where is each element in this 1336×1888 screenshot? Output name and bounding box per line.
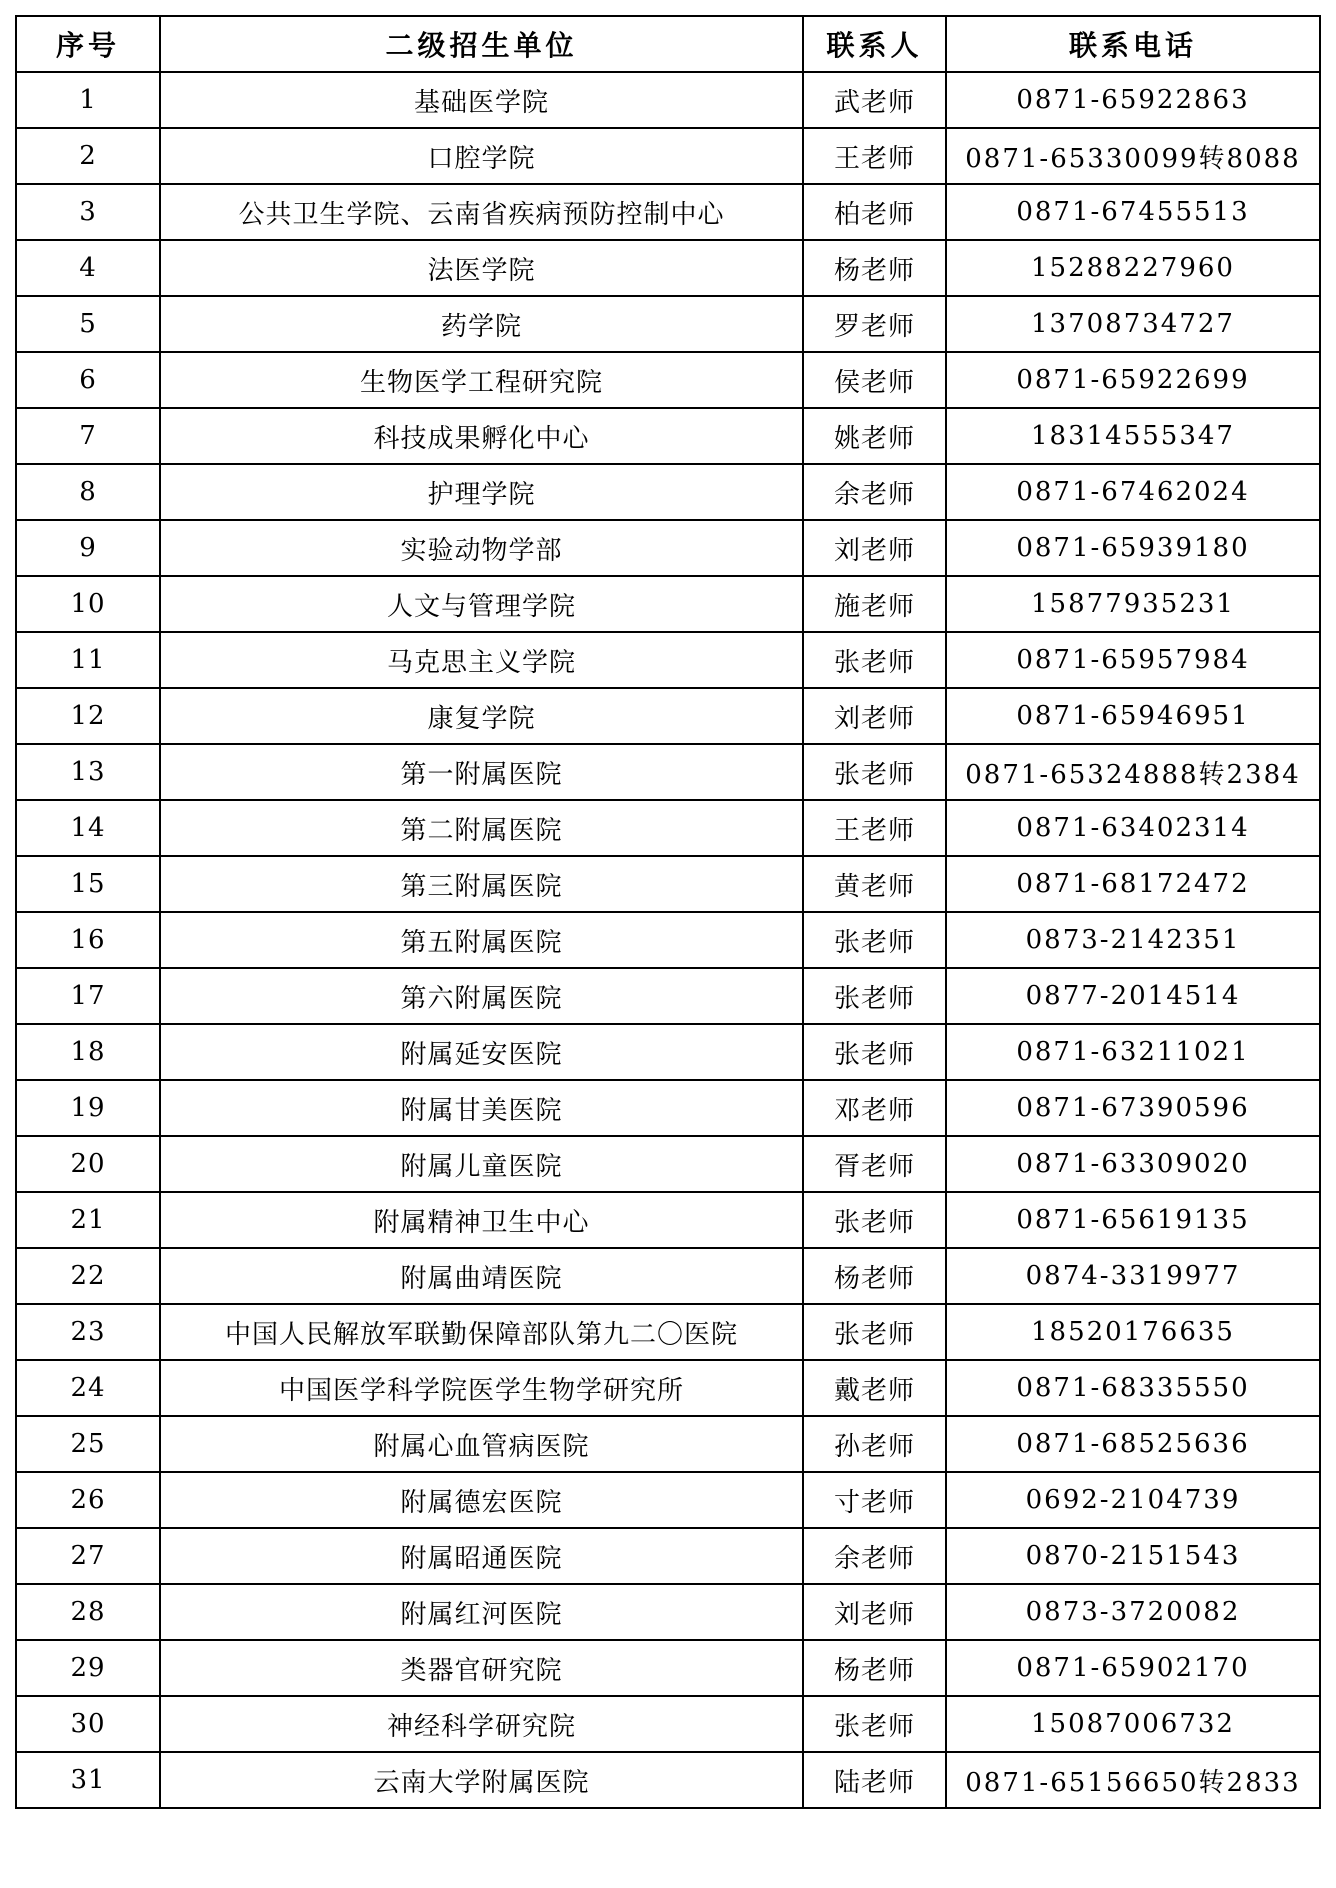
- cell-phone: 0871-68172472: [946, 856, 1320, 912]
- cell-serial-number: 20: [16, 1136, 160, 1192]
- cell-contact-person: 张老师: [803, 1696, 946, 1752]
- cell-contact-person: 戴老师: [803, 1360, 946, 1416]
- table-row: [16, 576, 1320, 632]
- cell-unit: 第二附属医院: [160, 800, 803, 856]
- cell-unit: 第六附属医院: [160, 968, 803, 1024]
- cell-contact-person: 刘老师: [803, 688, 946, 744]
- cell-phone: 0871-63211021: [946, 1024, 1320, 1080]
- cell-serial-number: 24: [16, 1360, 160, 1416]
- cell-unit: 药学院: [160, 296, 803, 352]
- table-header: [16, 16, 1320, 72]
- cell-contact-person: 余老师: [803, 464, 946, 520]
- cell-phone: 0871-65619135: [946, 1192, 1320, 1248]
- table-row: [16, 800, 1320, 856]
- cell-contact-person: 张老师: [803, 1024, 946, 1080]
- cell-phone: 0873-2142351: [946, 912, 1320, 968]
- cell-serial-number: 10: [16, 576, 160, 632]
- cell-unit: 中国医学科学院医学生物学研究所: [160, 1360, 803, 1416]
- cell-phone: 0692-2104739: [946, 1472, 1320, 1528]
- cell-contact-person: 柏老师: [803, 184, 946, 240]
- table-row: [16, 688, 1320, 744]
- cell-phone: 0873-3720082: [946, 1584, 1320, 1640]
- cell-serial-number: 3: [16, 184, 160, 240]
- cell-unit: 附属红河医院: [160, 1584, 803, 1640]
- table-row: [16, 72, 1320, 128]
- cell-serial-number: 16: [16, 912, 160, 968]
- cell-contact-person: 胥老师: [803, 1136, 946, 1192]
- cell-contact-person: 罗老师: [803, 296, 946, 352]
- cell-serial-number: 12: [16, 688, 160, 744]
- table-row: [16, 1416, 1320, 1472]
- cell-phone: 13708734727: [946, 296, 1320, 352]
- header-phone: 联系电话: [946, 16, 1320, 72]
- table-row: [16, 184, 1320, 240]
- table-row: [16, 1024, 1320, 1080]
- cell-contact-person: 姚老师: [803, 408, 946, 464]
- cell-serial-number: 31: [16, 1752, 160, 1808]
- cell-phone: 0871-65957984: [946, 632, 1320, 688]
- cell-serial-number: 26: [16, 1472, 160, 1528]
- table-row: [16, 1304, 1320, 1360]
- cell-unit: 云南大学附属医院: [160, 1752, 803, 1808]
- cell-phone: 0871-65156650转2833: [946, 1752, 1320, 1808]
- cell-serial-number: 18: [16, 1024, 160, 1080]
- cell-serial-number: 19: [16, 1080, 160, 1136]
- cell-phone: 0871-68525636: [946, 1416, 1320, 1472]
- cell-unit: 生物医学工程研究院: [160, 352, 803, 408]
- table-row: [16, 1752, 1320, 1808]
- cell-unit: 附属延安医院: [160, 1024, 803, 1080]
- cell-serial-number: 14: [16, 800, 160, 856]
- cell-serial-number: 21: [16, 1192, 160, 1248]
- cell-phone: 0871-65922699: [946, 352, 1320, 408]
- table-row: [16, 240, 1320, 296]
- cell-contact-person: 刘老师: [803, 1584, 946, 1640]
- header-unit: 二级招生单位: [160, 16, 803, 72]
- cell-contact-person: 寸老师: [803, 1472, 946, 1528]
- table-row: [16, 744, 1320, 800]
- cell-serial-number: 23: [16, 1304, 160, 1360]
- cell-serial-number: 17: [16, 968, 160, 1024]
- table-row: [16, 1360, 1320, 1416]
- cell-phone: 15877935231: [946, 576, 1320, 632]
- cell-serial-number: 30: [16, 1696, 160, 1752]
- table-row: [16, 128, 1320, 184]
- table-row: [16, 1528, 1320, 1584]
- table-row: [16, 632, 1320, 688]
- table-row: [16, 968, 1320, 1024]
- cell-serial-number: 7: [16, 408, 160, 464]
- cell-phone: 0871-65939180: [946, 520, 1320, 576]
- cell-contact-person: 黄老师: [803, 856, 946, 912]
- table-row: [16, 856, 1320, 912]
- cell-contact-person: 武老师: [803, 72, 946, 128]
- cell-phone: 0871-68335550: [946, 1360, 1320, 1416]
- cell-unit: 法医学院: [160, 240, 803, 296]
- cell-contact-person: 施老师: [803, 576, 946, 632]
- table-row: [16, 912, 1320, 968]
- header-row: [16, 16, 1320, 72]
- table-row: [16, 1192, 1320, 1248]
- cell-phone: 0870-2151543: [946, 1528, 1320, 1584]
- cell-serial-number: 6: [16, 352, 160, 408]
- cell-serial-number: 25: [16, 1416, 160, 1472]
- cell-unit: 口腔学院: [160, 128, 803, 184]
- cell-unit: 附属德宏医院: [160, 1472, 803, 1528]
- cell-phone: 18520176635: [946, 1304, 1320, 1360]
- cell-serial-number: 22: [16, 1248, 160, 1304]
- cell-serial-number: 15: [16, 856, 160, 912]
- cell-unit: 中国人民解放军联勤保障部队第九二〇医院: [160, 1304, 803, 1360]
- cell-unit: 马克思主义学院: [160, 632, 803, 688]
- cell-phone: 0871-67390596: [946, 1080, 1320, 1136]
- cell-contact-person: 刘老师: [803, 520, 946, 576]
- cell-unit: 公共卫生学院、云南省疾病预防控制中心: [160, 184, 803, 240]
- cell-serial-number: 11: [16, 632, 160, 688]
- table-row: [16, 1584, 1320, 1640]
- table-row: [16, 1472, 1320, 1528]
- cell-unit: 第三附属医院: [160, 856, 803, 912]
- cell-phone: 0871-67455513: [946, 184, 1320, 240]
- cell-contact-person: 杨老师: [803, 240, 946, 296]
- cell-unit: 基础医学院: [160, 72, 803, 128]
- cell-contact-person: 张老师: [803, 968, 946, 1024]
- table-row: [16, 1696, 1320, 1752]
- table-body: [16, 72, 1320, 1808]
- cell-contact-person: 张老师: [803, 1192, 946, 1248]
- cell-phone: 18314555347: [946, 408, 1320, 464]
- table-row: [16, 1136, 1320, 1192]
- cell-phone: 0874-3319977: [946, 1248, 1320, 1304]
- cell-serial-number: 4: [16, 240, 160, 296]
- header-serial-number: 序号: [16, 16, 160, 72]
- cell-phone: 0871-67462024: [946, 464, 1320, 520]
- cell-serial-number: 9: [16, 520, 160, 576]
- cell-phone: 0871-63402314: [946, 800, 1320, 856]
- cell-serial-number: 28: [16, 1584, 160, 1640]
- cell-contact-person: 邓老师: [803, 1080, 946, 1136]
- cell-contact-person: 王老师: [803, 128, 946, 184]
- cell-unit: 护理学院: [160, 464, 803, 520]
- cell-unit: 附属昭通医院: [160, 1528, 803, 1584]
- cell-unit: 第一附属医院: [160, 744, 803, 800]
- cell-unit: 康复学院: [160, 688, 803, 744]
- table-row: [16, 408, 1320, 464]
- cell-contact-person: 张老师: [803, 912, 946, 968]
- cell-unit: 附属精神卫生中心: [160, 1192, 803, 1248]
- cell-serial-number: 13: [16, 744, 160, 800]
- cell-unit: 附属心血管病医院: [160, 1416, 803, 1472]
- cell-phone: 15288227960: [946, 240, 1320, 296]
- cell-contact-person: 陆老师: [803, 1752, 946, 1808]
- cell-contact-person: 张老师: [803, 744, 946, 800]
- cell-unit: 附属曲靖医院: [160, 1248, 803, 1304]
- cell-contact-person: 杨老师: [803, 1640, 946, 1696]
- cell-unit: 神经科学研究院: [160, 1696, 803, 1752]
- cell-contact-person: 余老师: [803, 1528, 946, 1584]
- cell-phone: 0871-65324888转2384: [946, 744, 1320, 800]
- cell-contact-person: 侯老师: [803, 352, 946, 408]
- cell-phone: 0877-2014514: [946, 968, 1320, 1024]
- cell-unit: 附属甘美医院: [160, 1080, 803, 1136]
- cell-phone: 0871-63309020: [946, 1136, 1320, 1192]
- cell-phone: 0871-65946951: [946, 688, 1320, 744]
- cell-unit: 科技成果孵化中心: [160, 408, 803, 464]
- cell-phone: 0871-65902170: [946, 1640, 1320, 1696]
- cell-unit: 实验动物学部: [160, 520, 803, 576]
- table-row: [16, 520, 1320, 576]
- cell-serial-number: 2: [16, 128, 160, 184]
- cell-serial-number: 29: [16, 1640, 160, 1696]
- cell-contact-person: 张老师: [803, 632, 946, 688]
- cell-unit: 第五附属医院: [160, 912, 803, 968]
- cell-contact-person: 孙老师: [803, 1416, 946, 1472]
- header-contact-person: 联系人: [803, 16, 946, 72]
- table-row: [16, 1080, 1320, 1136]
- cell-unit: 人文与管理学院: [160, 576, 803, 632]
- cell-unit: 类器官研究院: [160, 1640, 803, 1696]
- table-row: [16, 464, 1320, 520]
- cell-contact-person: 王老师: [803, 800, 946, 856]
- cell-serial-number: 8: [16, 464, 160, 520]
- cell-serial-number: 1: [16, 72, 160, 128]
- cell-contact-person: 杨老师: [803, 1248, 946, 1304]
- cell-phone: 0871-65330099转8088: [946, 128, 1320, 184]
- cell-unit: 附属儿童医院: [160, 1136, 803, 1192]
- cell-phone: 15087006732: [946, 1696, 1320, 1752]
- cell-serial-number: 27: [16, 1528, 160, 1584]
- table-row: [16, 296, 1320, 352]
- table-row: [16, 1640, 1320, 1696]
- cell-serial-number: 5: [16, 296, 160, 352]
- table-row: [16, 1248, 1320, 1304]
- contacts-table: [15, 15, 1321, 1809]
- cell-phone: 0871-65922863: [946, 72, 1320, 128]
- table-row: [16, 352, 1320, 408]
- cell-contact-person: 张老师: [803, 1304, 946, 1360]
